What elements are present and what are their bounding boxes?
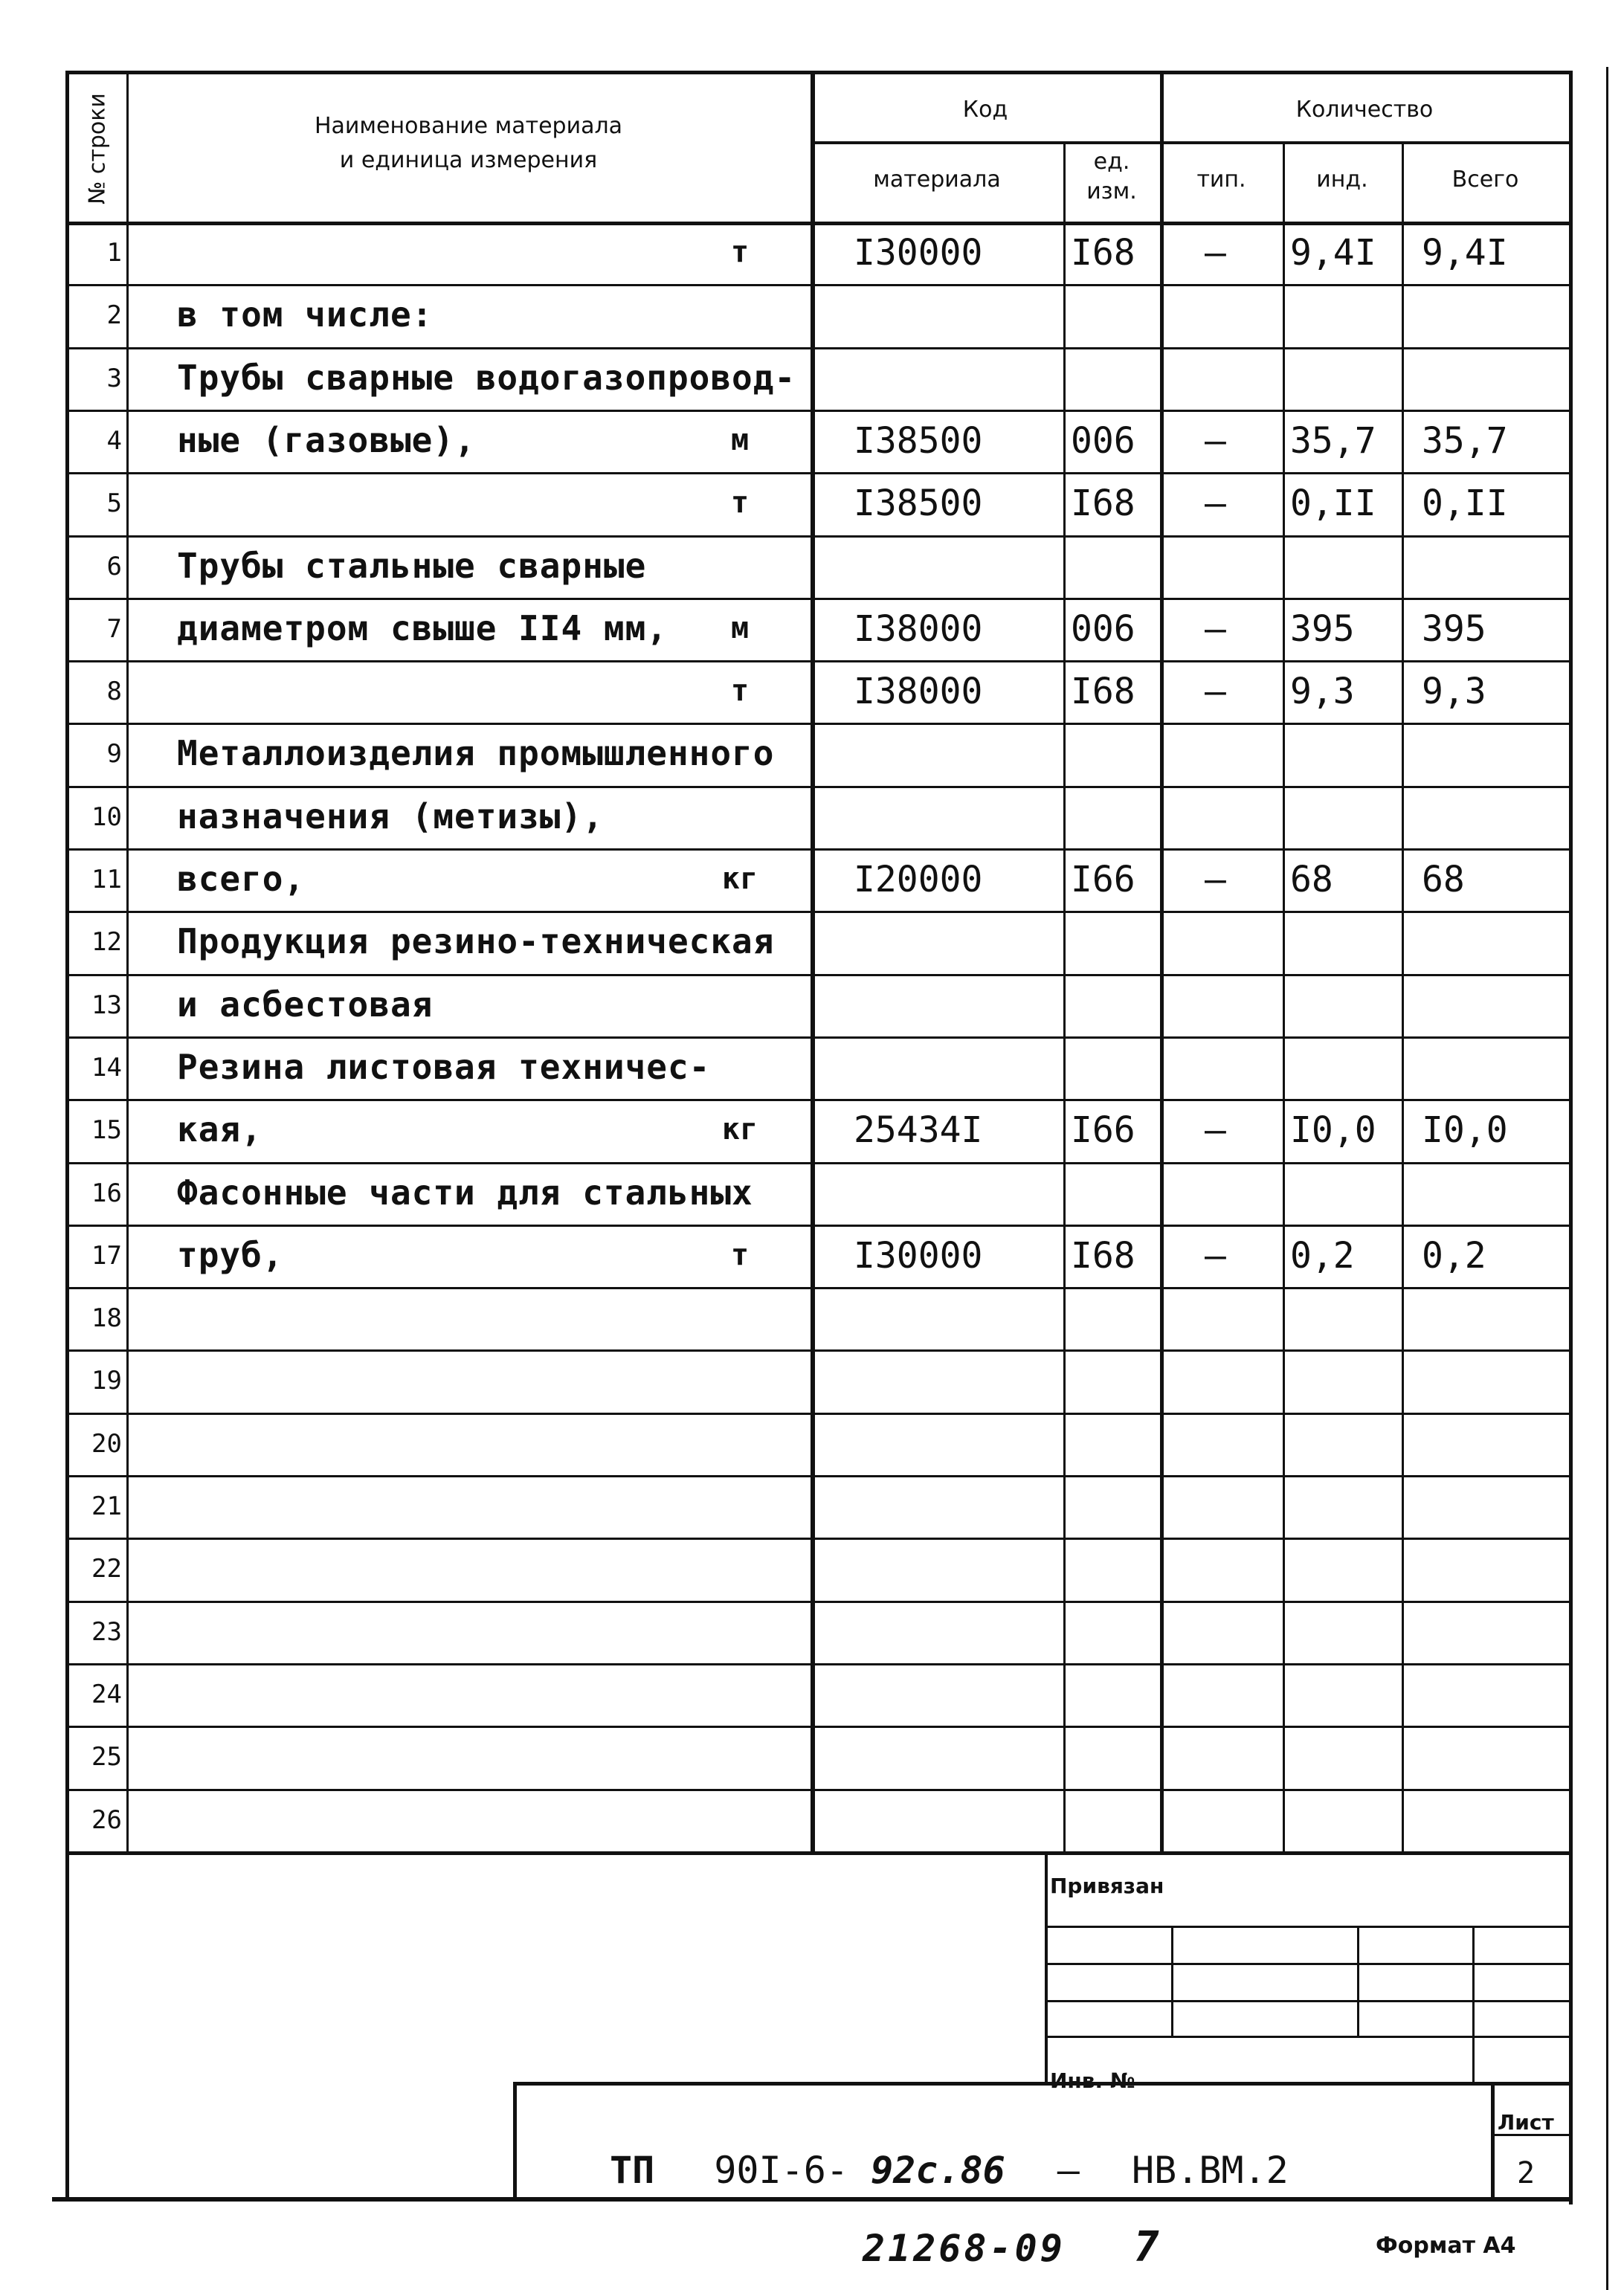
- material-code: I38500: [854, 419, 983, 462]
- page-margin-line: [1606, 67, 1608, 2290]
- row-rule: [65, 1789, 1569, 1791]
- row-rule: [65, 1099, 1569, 1101]
- row-rule: [65, 1162, 1569, 1164]
- row-number: 4: [106, 425, 122, 456]
- stamp-right-border: [1569, 1851, 1573, 2204]
- qty-individual: 0,II: [1290, 483, 1376, 525]
- header-material-name-line2: и единица измерения: [339, 147, 598, 173]
- material-name: труб,: [177, 1234, 284, 1275]
- material-code: I20000: [854, 859, 983, 900]
- unit-code: I66: [1071, 859, 1135, 900]
- row-number: 6: [106, 551, 122, 581]
- row-number: 10: [91, 802, 122, 832]
- row-number: 8: [106, 677, 122, 707]
- material-name: Трубы сварные водогазопровод-: [177, 357, 796, 398]
- row-number: 16: [91, 1178, 122, 1208]
- stamp-rule-3: [1045, 2000, 1569, 2002]
- qty-individual: 395: [1290, 607, 1355, 650]
- unit-code: 006: [1071, 607, 1135, 650]
- qty-typical: –: [1205, 607, 1226, 650]
- stamp-col-2: [1357, 1926, 1359, 2036]
- row-rule: [65, 472, 1569, 474]
- unit: т: [730, 1237, 750, 1272]
- row-number: 9: [106, 739, 122, 770]
- header-material-code: материала: [873, 167, 1001, 193]
- unit: т: [730, 674, 750, 709]
- qty-total: 9,3: [1422, 671, 1486, 713]
- qty-typical: –: [1205, 232, 1226, 274]
- header-unit-line1: ед.: [1093, 149, 1130, 175]
- material-name: Продукция резино-техническая: [177, 921, 775, 962]
- row-rule: [65, 723, 1569, 725]
- unit-code: I68: [1071, 671, 1135, 713]
- archive-number: 21268-09: [863, 2227, 1066, 2270]
- qty-individual: 9,3: [1290, 671, 1355, 713]
- row-rule: [65, 1349, 1569, 1352]
- row-number: 22: [91, 1554, 122, 1584]
- header-typical: тип.: [1196, 167, 1246, 193]
- row-number: 11: [91, 865, 122, 894]
- row-number: 25: [91, 1742, 122, 1773]
- material-name: Металлоизделия промышленного: [177, 733, 775, 774]
- header-bottom-rule: [65, 222, 1569, 225]
- material-code: I30000: [854, 232, 983, 274]
- row-number: 21: [91, 1491, 122, 1521]
- row-number: 1: [106, 238, 122, 268]
- table-bottom-border: [65, 1851, 1569, 1855]
- qty-total: 35,7: [1422, 419, 1508, 462]
- sheet-number: 2: [1517, 2156, 1536, 2190]
- material-code: I38000: [854, 671, 983, 713]
- row-number: 20: [91, 1428, 122, 1459]
- row-rule: [65, 1475, 1569, 1477]
- row-rule: [65, 598, 1569, 600]
- qty-total: 68: [1422, 859, 1465, 900]
- row-rule: [65, 410, 1569, 412]
- col-rule-ind: [1402, 141, 1404, 1851]
- row-number: 15: [91, 1115, 122, 1146]
- table-top-border: [65, 71, 1569, 74]
- table-left-border: [65, 71, 69, 1851]
- title-block-top: [513, 2082, 1569, 2086]
- designation-dash: –: [1057, 2149, 1080, 2192]
- qty-total: 0,II: [1422, 483, 1508, 525]
- row-number: 14: [91, 1052, 122, 1083]
- material-name: назначения (метизы),: [177, 796, 604, 836]
- stamp-col-1: [1171, 1926, 1173, 2036]
- material-name: Фасонные части для стальных: [177, 1172, 753, 1213]
- header-mid-rule: [811, 141, 1569, 144]
- inventory-label: Инв. №: [1050, 2068, 1135, 2093]
- col-rule-code: [1160, 71, 1164, 1851]
- qty-individual: I0,0: [1290, 1109, 1376, 1152]
- stamp-rule-2: [1045, 1963, 1569, 1965]
- material-name: всего,: [177, 859, 306, 899]
- row-number: 3: [106, 363, 122, 393]
- material-name: Резина листовая техничес-: [177, 1046, 711, 1087]
- col-rule-name: [811, 71, 815, 1851]
- row-number: 12: [91, 927, 122, 958]
- row-rule: [65, 284, 1569, 286]
- stamp-col-3: [1472, 1926, 1475, 2082]
- sheet-label: Лист: [1498, 2110, 1554, 2135]
- unit-code: I68: [1071, 232, 1135, 274]
- table-right-border: [1569, 71, 1573, 1851]
- material-code: 25434I: [854, 1109, 983, 1152]
- row-number: 23: [91, 1616, 122, 1647]
- row-rule: [65, 535, 1569, 538]
- qty-individual: 9,4I: [1290, 232, 1376, 274]
- row-rule: [65, 660, 1569, 662]
- row-number: 7: [106, 613, 122, 644]
- unit: т: [730, 486, 750, 520]
- unit-code: I68: [1071, 1234, 1135, 1277]
- row-rule: [65, 1538, 1569, 1540]
- material-code: I38500: [854, 483, 983, 525]
- unit-code: I66: [1071, 1109, 1135, 1152]
- paper-format: Формат А4: [1376, 2233, 1516, 2259]
- unit: кг: [721, 862, 758, 896]
- qty-individual: 0,2: [1290, 1234, 1355, 1277]
- unit: м: [730, 610, 750, 645]
- row-rule: [65, 1726, 1569, 1728]
- material-name: в том числе:: [177, 294, 434, 335]
- row-number: 26: [91, 1804, 122, 1835]
- row-number: 17: [91, 1240, 122, 1271]
- row-number: 2: [106, 300, 122, 331]
- qty-typical: –: [1205, 671, 1226, 713]
- designation-suffix: НВ.ВМ.2: [1132, 2149, 1289, 2192]
- qty-typical: –: [1205, 1234, 1226, 1277]
- header-individual: инд.: [1316, 167, 1368, 193]
- qty-total: 0,2: [1422, 1234, 1486, 1277]
- col-rule-number: [126, 71, 129, 1851]
- designation-series: 90I-6-: [714, 2149, 848, 2192]
- qty-total: 9,4I: [1422, 232, 1508, 274]
- header-unit-line2: изм.: [1086, 178, 1137, 204]
- document-designation: [610, 2149, 1289, 2192]
- row-rule: [65, 347, 1569, 349]
- sheet-box-left: [1491, 2082, 1495, 2197]
- material-name: кая,: [177, 1109, 262, 1150]
- qty-individual: 35,7: [1290, 419, 1376, 462]
- qty-total: I0,0: [1422, 1109, 1508, 1152]
- stamp-linked-left: [1045, 1851, 1048, 2082]
- title-block-left: [513, 2082, 517, 2197]
- page-number: 7: [1134, 2223, 1159, 2271]
- designation-prefix: ТП: [610, 2149, 655, 2192]
- row-number: 5: [106, 488, 122, 519]
- header-material-name-line1: Наименование материала: [314, 113, 623, 139]
- row-rule: [65, 911, 1569, 913]
- qty-typical: –: [1205, 483, 1226, 525]
- header-code: Код: [962, 97, 1008, 123]
- qty-typical: –: [1205, 419, 1226, 462]
- linked-label: Привязан: [1050, 1874, 1164, 1898]
- designation-handwritten: 92с.86: [871, 2149, 1005, 2192]
- qty-typical: –: [1205, 1109, 1226, 1152]
- material-code: I38000: [854, 607, 983, 650]
- row-number: 19: [91, 1366, 122, 1396]
- row-number: 13: [91, 990, 122, 1020]
- stamp-rule-4: [1045, 2036, 1569, 2038]
- stamp-left-border: [65, 1851, 69, 2197]
- row-rule: [65, 1287, 1569, 1289]
- unit-code: 006: [1071, 419, 1135, 462]
- material-name: диаметром свыше II4 мм,: [177, 607, 668, 648]
- unit: кг: [721, 1112, 758, 1147]
- row-rule: [65, 786, 1569, 788]
- row-rule: [65, 1225, 1569, 1227]
- stamp-bottom-border: [52, 2197, 1573, 2202]
- material-name: и асбестовая: [177, 984, 434, 1025]
- unit: м: [730, 422, 750, 457]
- header-total: Всего: [1451, 167, 1519, 193]
- row-number: 24: [91, 1679, 122, 1709]
- material-code: I30000: [854, 1234, 983, 1277]
- row-rule: [65, 1036, 1569, 1039]
- row-rule: [65, 1413, 1569, 1415]
- row-rule: [65, 974, 1569, 976]
- row-number: 18: [91, 1303, 122, 1334]
- header-row-number: № строки: [84, 93, 111, 204]
- row-rule: [65, 848, 1569, 851]
- row-rule: [65, 1663, 1569, 1665]
- stamp-rule-1: [1045, 1926, 1569, 1928]
- material-name: Трубы стальные сварные: [177, 545, 647, 586]
- unit-code: I68: [1071, 483, 1135, 525]
- unit: т: [730, 235, 750, 269]
- qty-typical: –: [1205, 859, 1226, 900]
- qty-total: 395: [1422, 607, 1486, 650]
- col-rule-typ: [1283, 141, 1285, 1851]
- col-rule-unit: [1063, 141, 1066, 1851]
- row-rule: [65, 1601, 1569, 1603]
- material-name: ные (газовые),: [177, 419, 476, 460]
- qty-individual: 68: [1290, 859, 1333, 900]
- header-quantity: Количество: [1295, 97, 1434, 123]
